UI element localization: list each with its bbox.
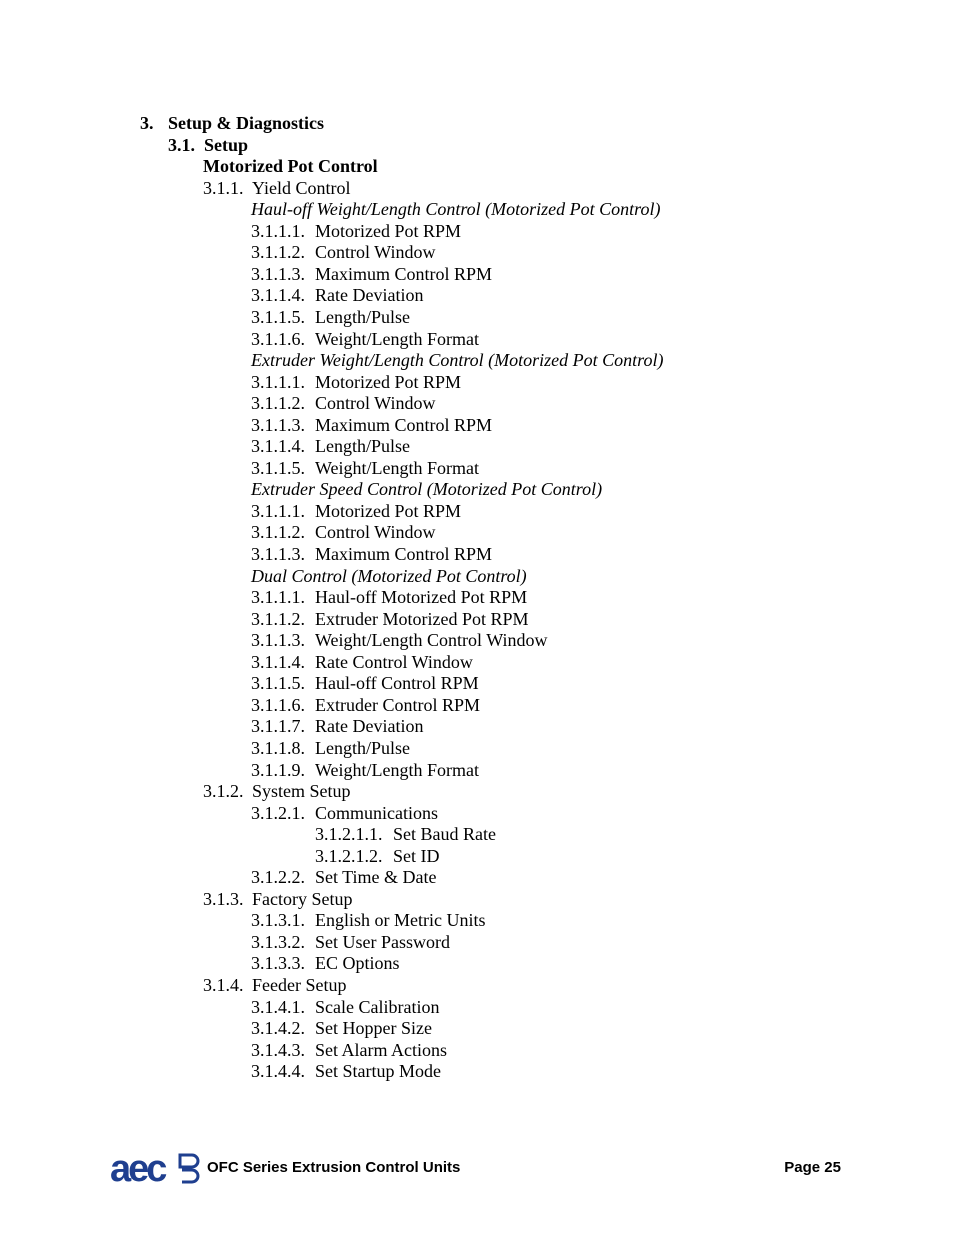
outline-item-text: Maximum Control RPM (315, 544, 493, 564)
outline-item-text: Weight/Length Control Window (315, 630, 548, 651)
footer-title: OFC Series Extrusion Control Units (207, 1159, 461, 1176)
outline-item-text: EC Options (315, 953, 400, 974)
outline-item-text: Factory Setup (252, 888, 353, 909)
outline-item-text: Scale Calibration (315, 996, 440, 1017)
outline-item-text: Feeder Setup (252, 975, 347, 995)
outline-item-text: Set User Password (315, 931, 450, 952)
outline-subheading: Extruder Weight/Length Control (Motorized Pot Control) (251, 350, 664, 371)
outline-item-number: 3.1.3. (203, 888, 244, 909)
outline-item-number: 3.1.1.9. (251, 759, 305, 780)
outline-item-text: Rate Control Window (315, 651, 473, 672)
outline-item-text: Weight/Length Format (315, 759, 480, 780)
outline-item-text: Length/Pulse (315, 436, 410, 457)
outline-item-text: Set Hopper Size (315, 1018, 432, 1039)
outline-item-text: Motorized Pot RPM (315, 371, 462, 392)
outline-item-number: 3.1.4. (203, 975, 244, 995)
outline-item-number: 3.1.1.3. (251, 630, 305, 651)
outline-item-text: Control Window (315, 522, 436, 543)
outline-item-number: 3.1.1.2. (251, 242, 305, 263)
outline-item-number: 3.1.1.6. (251, 328, 305, 349)
outline-item-text: Control Window (315, 242, 436, 263)
outline-item-text: Setup (204, 134, 249, 155)
outline-item-number: 3.1.2. (203, 781, 244, 802)
outline-item-text: Yield Control (252, 177, 351, 198)
outline-item-number: 3.1.1.1. (251, 220, 305, 241)
outline-item-number: 3.1.1.3. (251, 263, 305, 284)
outline-item-text: Motorized Pot RPM (315, 220, 462, 241)
outline-item-number: 3.1.4.1. (251, 996, 305, 1017)
outline-item-text: Set ID (393, 845, 440, 866)
outline-item-number: 3.1.3.3. (251, 953, 305, 974)
outline-item-number: 3.1.3.2. (251, 931, 305, 952)
outline-item-text: Extruder Motorized Pot RPM (315, 608, 529, 629)
outline-item-number: 3.1.1.5. (251, 673, 305, 694)
outline-item-number: 3.1.2.2. (251, 867, 305, 888)
outline-item-text: Maximum Control RPM (315, 414, 493, 435)
outline-item-text: Weight/Length Format (315, 457, 480, 478)
outline-item-text: Rate Deviation (315, 716, 424, 737)
outline-item-number: 3.1.1.4. (251, 651, 305, 672)
outline-item-text: Setup & Diagnostics (168, 113, 325, 133)
outline-item-text: Set Alarm Actions (315, 1039, 447, 1060)
outline-item-number: 3.1.1.5. (251, 306, 305, 327)
svg-text:aec: aec (110, 1150, 165, 1184)
outline-item-number: 3.1.1.4. (251, 436, 305, 457)
outline-item-number: 3.1.1.3. (251, 414, 305, 435)
outline-item-text: Length/Pulse (315, 306, 410, 327)
outline-item-number: 3.1.1.2. (251, 522, 305, 543)
outline-item-text: Haul-off Control RPM (315, 673, 479, 694)
outline-item-text: Extruder Control RPM (315, 694, 480, 715)
outline-item-number: 3.1.1.1. (251, 587, 305, 608)
outline-item-number: 3.1.1.6. (251, 694, 305, 715)
outline-item-number: 3.1.1.1. (251, 371, 305, 392)
outline-item-text: Set Baud Rate (393, 824, 496, 845)
outline-item-text: System Setup (252, 781, 351, 802)
outline-item-number: 3.1.4.4. (251, 1061, 305, 1082)
outline-item-text: Haul-off Motorized Pot RPM (315, 587, 528, 608)
outline-item-text: Rate Deviation (315, 285, 424, 306)
outline-item-number: 3.1.1.5. (251, 457, 305, 478)
page-number: Page 25 (784, 1159, 841, 1176)
outline-item-number: 3.1.1.2. (251, 393, 305, 414)
outline-subheading: Haul-off Weight/Length Control (Motorized Pot Control) (251, 199, 661, 220)
outline-item-text: Communications (315, 802, 438, 823)
outline-item-text: Weight/Length Format (315, 328, 480, 349)
outline-item-number: 3.1.2.1.1. (315, 824, 383, 845)
outline-subheading: Extruder Speed Control (Motorized Pot Control) (251, 479, 603, 500)
outline-item-text: Control Window (315, 393, 436, 414)
outline-item-text: Length/Pulse (315, 737, 410, 758)
outline-item-number: 3.1.3.1. (251, 910, 305, 931)
outline-item-number: 3.1.1.7. (251, 716, 305, 737)
outline-item-number: 3.1.2.1.2. (315, 845, 383, 866)
outline-item-number: 3.1.1.1. (251, 500, 305, 521)
outline-item-number: 3. (140, 113, 154, 133)
outline-heading: Motorized Pot Control (203, 156, 378, 177)
outline-item-number: 3.1.1. (203, 177, 244, 198)
outline-item-number: 3.1.4.2. (251, 1018, 305, 1039)
outline-item-text: Motorized Pot RPM (315, 500, 462, 521)
outline-item-text: English or Metric Units (315, 910, 486, 931)
outline-subheading: Dual Control (Motorized Pot Control) (251, 565, 527, 586)
outline-item-number: 3.1.1.4. (251, 285, 305, 306)
aec-logo (110, 1150, 202, 1184)
outline-item-text: Maximum Control RPM (315, 263, 493, 284)
outline-item-text: Set Time & Date (315, 867, 437, 888)
outline-item-number: 3.1.1.3. (251, 544, 305, 564)
outline-item-number: 3.1. (168, 134, 195, 155)
outline-item-text: Set Startup Mode (315, 1061, 441, 1082)
outline-item-number: 3.1.1.8. (251, 737, 305, 758)
page-footer (0, 1148, 954, 1188)
outline-item-number: 3.1.4.3. (251, 1039, 305, 1060)
outline-item-number: 3.1.2.1. (251, 802, 305, 823)
outline-item-number: 3.1.1.2. (251, 608, 305, 629)
